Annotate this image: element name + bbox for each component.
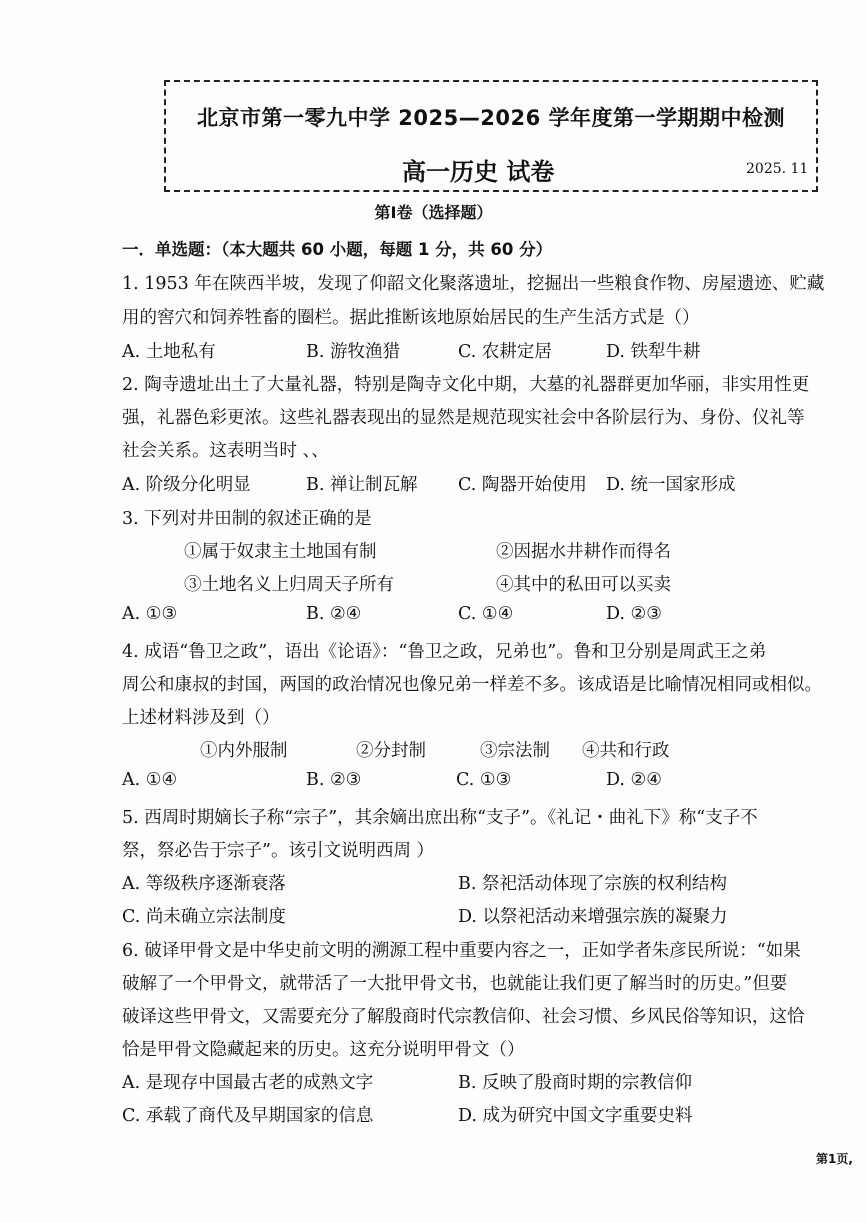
question-line: 上述材料涉及到（） (122, 708, 280, 728)
option-d: D. 铁犁牛耕 (606, 342, 701, 362)
statement-4: ④共和行政 (582, 741, 670, 761)
question-line: 用的窖穴和饲养牲畜的圈栏。据此推断该地原始居民的生产生活方式是（） (122, 308, 700, 328)
question-line: 破译这些甲骨文，又需要充分了解殷商时代宗教信仰、社会习惯、乡风民俗等知识，这恰 (122, 1007, 805, 1027)
statement-1: ①内外服制 (200, 741, 288, 761)
part-title: 第Ⅰ卷（选择题） (374, 203, 493, 222)
option-c: C. ①③ (456, 770, 512, 790)
option-c: C. ①④ (458, 604, 514, 624)
section-title: 一．单选题：（本大题共 60 小题，每题 1 分，共 60 分） (122, 240, 553, 259)
question-line: 破解了一个甲骨文，就带活了一大批甲骨文书，也就能让我们更了解当时的历史。”但要 (122, 974, 788, 994)
question-line: 3. 下列对井田制的叙述正确的是 (122, 509, 372, 529)
option-a: A. 阶级分化明显 (122, 475, 251, 495)
question-line: 祭，祭必告于宗子”。该引文说明西周 ） (122, 841, 435, 861)
option-b: B. 祭祀活动体现了宗族的权利结构 (458, 874, 727, 894)
question-line: 社会关系。这表明当时 、、 (122, 441, 329, 461)
option-a: A. 是现存中国最古老的成熟文字 (122, 1073, 374, 1093)
option-b: B. ②④ (306, 604, 362, 624)
question-line: 2. 陶寺遗址出土了大量礼器，特别是陶寺文化中期，大墓的礼器群更加华丽，非实用性更 (122, 375, 810, 395)
question-line: 4. 成语“鲁卫之政”，语出《论语》：“鲁卫之政，兄弟也”。鲁和卫分别是周武王之弟 (122, 642, 767, 662)
option-b: B. 禅让制瓦解 (306, 475, 418, 495)
statement-3: ③土地名义上归周天子所有 (184, 575, 394, 595)
question-line: 强，礼器色彩更浓。这些礼器表现出的显然是规范现实社会中各阶层行为、身份、仪礼等 (122, 408, 805, 428)
question-line: 1. 1953 年在陕西半坡，发现了仰韶文化聚落遗址，挖掘出一些粮食作物、房屋遗迹、贮藏 (122, 274, 825, 294)
option-c: C. 陶器开始使用 (458, 475, 587, 495)
exam-header-box (164, 80, 818, 192)
option-c: C. 尚未确立宗法制度 (122, 907, 286, 927)
exam-title: 北京市第一零九中学 2025—2026 学年度第一学期期中检测 (196, 106, 785, 130)
option-a: A. ①③ (122, 604, 178, 624)
option-d: D. 成为研究中国文字重要史料 (458, 1106, 693, 1126)
option-c: C. 农耕定居 (458, 342, 552, 362)
option-a: A. 等级秩序逐渐衰落 (122, 874, 286, 894)
option-b: B. 游牧渔猎 (306, 342, 400, 362)
question-line: 周公和康叔的封国，两国的政治情况也像兄弟一样差不多。该成语是比喻情况相同或相似。 (122, 675, 822, 695)
option-d: D. ②③ (606, 604, 662, 624)
statement-1: ①属于奴隶主土地国有制 (184, 542, 377, 562)
question-line: 6. 破译甲骨文是中华史前文明的溯源工程中重要内容之一，正如学者朱彦民所说：“如果 (122, 941, 801, 961)
option-c: C. 承载了商代及早期国家的信息 (122, 1106, 374, 1126)
statement-3: ③宗法制 (480, 741, 550, 761)
option-d: D. 以祭祀活动来增强宗族的凝聚力 (458, 907, 728, 927)
question-line: 5. 西周时期嫡长子称“宗子”，其余嫡出庶出称“支子”。《礼记・曲礼下》称“支子不 (122, 808, 758, 828)
statement-2: ②因据水井耕作而得名 (496, 542, 671, 562)
option-d: D. 统一国家形成 (606, 475, 736, 495)
statement-4: ④其中的私田可以买卖 (496, 575, 671, 595)
question-line: 恰是甲骨文隐藏起来的历史。这充分说明甲骨文（） (122, 1040, 525, 1060)
option-b: B. 反映了殷商时期的宗教信仰 (458, 1073, 692, 1093)
option-a: A. ①④ (122, 770, 178, 790)
option-a: A. 土地私有 (122, 342, 216, 362)
exam-subtitle: 高一历史 试卷 (402, 158, 555, 186)
statement-2: ②分封制 (356, 741, 426, 761)
exam-date: 2025. 11 (746, 161, 809, 177)
option-b: B. ②③ (306, 770, 362, 790)
option-d: D. ②④ (606, 770, 662, 790)
page-number: 第1页, (816, 1152, 853, 1166)
